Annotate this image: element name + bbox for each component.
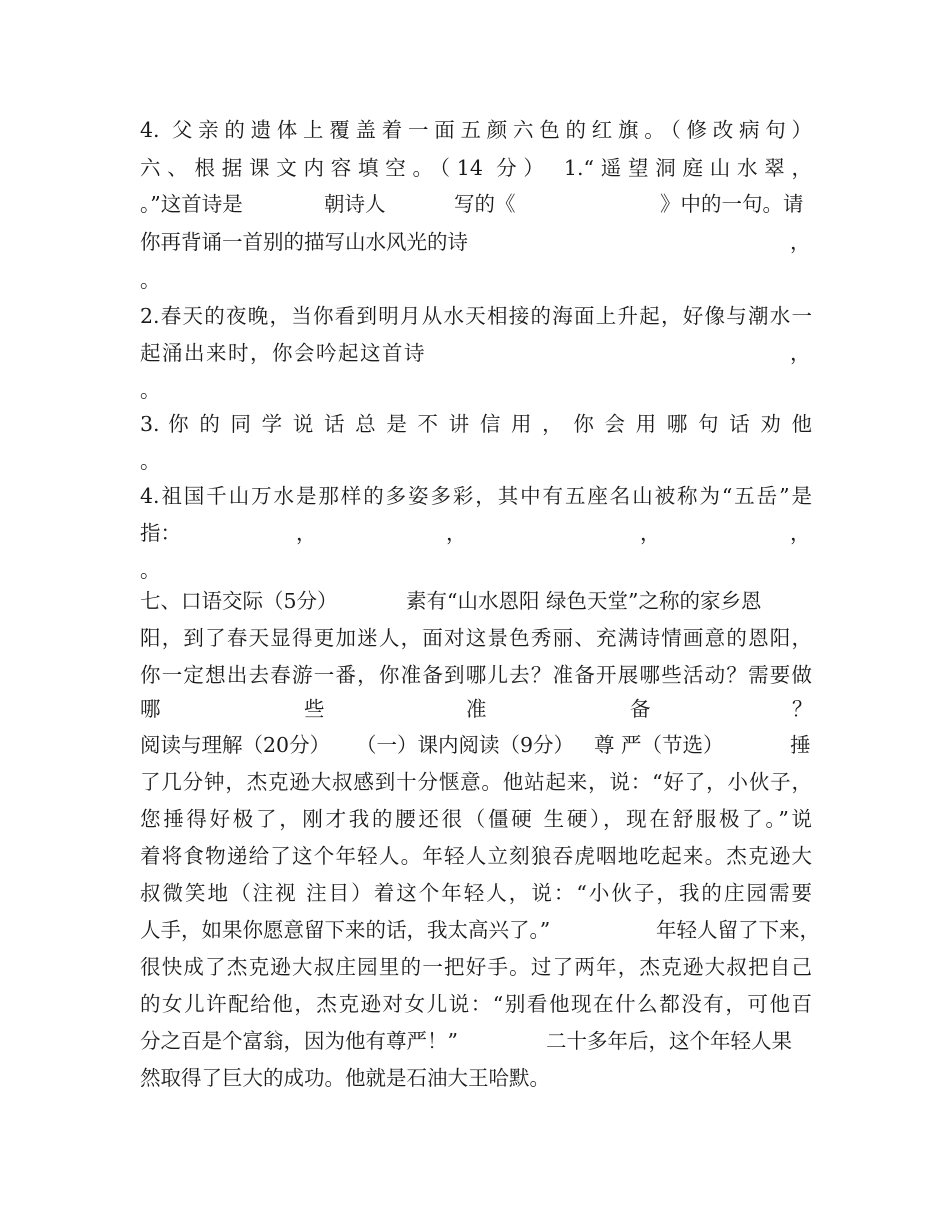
section-seven-text: 素有“山水恩阳 绿色天堂”之称的家乡恩 [406,589,762,613]
section-seven-line4-e: ？ [792,697,813,721]
q6-2-end: 。 [140,378,161,402]
q6-1-line2-d: 》中的一句。请 [660,192,804,216]
reading-line10: 然取得了巨大的成功。他就是石油大王哈默。 [140,1066,550,1090]
q6-4-line2-a: 指： [140,521,181,545]
q6-4-line2-d: ， [640,521,661,545]
section-seven-line4-d: 备 [630,697,651,721]
q6-1-line2-c: 写的《 [454,192,516,216]
reading-line9 [140,1022,812,1060]
q6-1-line2 [140,185,812,223]
section-seven-line4-a: 哪 [140,697,161,721]
section-seven-line4 [140,690,812,728]
q6-2-line2-b: ， [790,341,811,365]
q6-4-line2-c: ， [446,521,467,545]
q6-4-line2 [140,514,812,552]
section-seven-line2: 阳，到了春天显得更加迷人，面对这景色秀丽、充满诗情画意的恩阳， [140,626,812,650]
q6-1-line3-b: ， [790,230,811,254]
reading-line6-b: 年轻人留了下来， [656,918,820,942]
section-seven-line3: 你一定想出去春游一番，你准备到哪儿去？准备开展哪些活动？需要做 [140,663,812,687]
section-seven-header: 七、口语交际（5分） [140,589,338,613]
reading-line9-a: 分之百是个富翁，因为他有尊严！” [140,1029,458,1053]
reading-section-title: 阅读与理解（20分） [140,733,331,757]
q6-1-end: 。 [140,268,161,292]
reading-line3: 您捶得好极了，刚才我的腰还很（僵硬 生硬），现在舒服极了。”说 [140,807,812,831]
reading-line6-a: 人手，如果你愿意留下来的话，我太高兴了。” [140,918,551,942]
q6-3-line1: 3. 你 的 同 学 说 话 总 是 不 讲 信 用 ， 你 会 用 哪 句 话 劝 他 [140,412,812,436]
q6-4-end: 。 [140,558,161,582]
section-seven-line4-c: 准 [466,697,487,721]
q6-1-line3-a: 你再背诵一首别的描写山水风光的诗 [140,230,468,254]
reading-passage-start: 捶 [790,733,811,757]
q6-1-line2-a: 。”这首诗是 [140,192,243,216]
q6-1-line3 [140,223,812,261]
reading-line8: 的女儿许配给他，杰克逊对女儿说：“别看他现在什么都没有，可他百 [140,992,812,1016]
q6-4-line2-b: ， [296,521,317,545]
reading-line4: 着将食物递给了这个年轻人。年轻人立刻狼吞虎咽地吃起来。杰克逊大 [140,844,812,868]
q6-1-line2-b: 朝诗人 [324,192,386,216]
q6-item4-sentence: 4. 父亲的遗体上覆盖着一面五颜六色的红旗。（修改病句） [140,118,812,142]
q6-3-end: 。 [140,449,161,473]
reading-passage-title: 尊 严（节选） [594,733,724,757]
section-seven-line1 [140,582,812,620]
q6-2-line1: 2.春天的夜晚，当你看到明月从水天相接的海面上升起，好像与潮水一 [140,304,812,328]
q6-2-line2-a: 起涌出来时，你会吟起这首诗 [140,341,426,365]
section-six-header: 六、根据课文内容填空。（14 分） 1.“遥望洞庭山水翠， [140,156,812,180]
reading-line5: 叔微笑地（注视 注目）着这个年轻人，说：“小伙子，我的庄园需要 [140,881,812,905]
section-seven-line4-b: 些 [304,697,325,721]
reading-line7: 很快成了杰克逊大叔庄园里的一把好手。过了两年，杰克逊大叔把自己 [140,955,812,979]
reading-line6 [140,911,820,949]
reading-header-line [140,726,812,764]
q6-2-line2 [140,334,812,372]
reading-line2: 了几分钟，杰克逊大叔感到十分惬意。他站起来，说：“好了，小伙子， [140,770,812,794]
q6-4-line2-e: ， [790,521,811,545]
reading-subsection-title: （一）课内阅读（9分） [356,733,575,757]
q6-4-line1: 4.祖国千山万水是那样的多姿多彩，其中有五座名山被称为“五岳”是 [140,484,812,508]
reading-line9-b: 二十多年后，这个年轻人果 [546,1029,792,1053]
